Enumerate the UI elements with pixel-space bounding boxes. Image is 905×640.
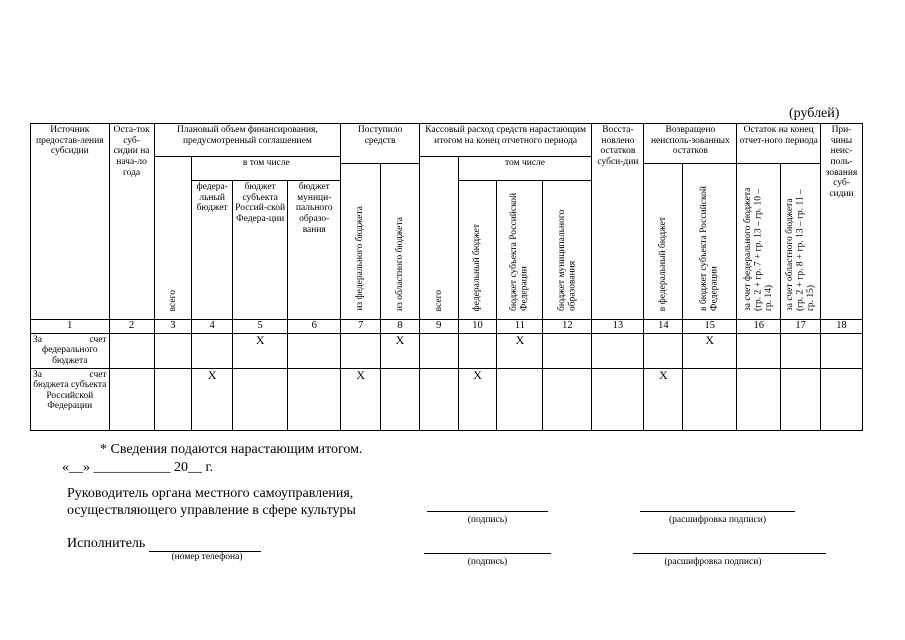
- table-cell: [192, 333, 233, 368]
- head-signature-caption: (подпись): [467, 515, 508, 525]
- table-cell: [543, 368, 592, 430]
- subsidy-report-table: [30, 123, 863, 431]
- header-cash-total: всего: [419, 157, 458, 320]
- header-planned-incl: в том числе: [192, 157, 341, 181]
- header-planned-federal: федера-льный бюджет: [192, 181, 233, 320]
- executor-signature-caption: (подпись): [467, 557, 508, 567]
- column-number: 14: [644, 319, 683, 333]
- table-cell: [781, 333, 821, 368]
- date-day: «__»: [62, 460, 90, 475]
- column-number: 11: [497, 319, 543, 333]
- header-received-regional: из областного бюджета: [381, 164, 420, 320]
- head-title-line2: осуществляющего управление в сфере культуры: [67, 503, 356, 518]
- executor-line: [67, 536, 261, 552]
- head-signature-line: [427, 511, 548, 512]
- header-received-federal: из федерального бюджета: [341, 164, 381, 320]
- phone-caption: (номер телефона): [171, 552, 243, 562]
- column-number: 3: [154, 319, 192, 333]
- table-cell: [821, 368, 863, 430]
- executor-label: Исполнитель: [67, 536, 146, 551]
- table-cell: X: [341, 368, 381, 430]
- table-cell: [781, 368, 821, 430]
- column-number: 17: [781, 319, 821, 333]
- row-source-label: За счет федерального бюджета: [31, 333, 110, 368]
- table-cell: [154, 333, 192, 368]
- column-number: 6: [288, 319, 341, 333]
- table-cell: [154, 368, 192, 430]
- header-cash-incl: том числе: [458, 157, 592, 181]
- date-line: [62, 460, 213, 476]
- executor-decode-line: [633, 553, 826, 554]
- column-number: 5: [233, 319, 288, 333]
- header-cash-subject: бюджет субъекта Российской Федерации: [497, 181, 543, 320]
- table-cell: [592, 368, 644, 430]
- header-received: Поступило средств: [341, 124, 420, 164]
- table-cell: X: [381, 333, 420, 368]
- header-cash-municipal: бюджет муниципального образования: [543, 181, 592, 320]
- table-cell: [821, 333, 863, 368]
- table-cell: [288, 333, 341, 368]
- header-planned: Плановый объем финансирования, предусмотренный соглашением: [154, 124, 341, 157]
- header-cash-federal: федеральный бюджет: [458, 181, 497, 320]
- table-cell: [419, 333, 458, 368]
- header-returned-subject: в бюджет субъекта Российской Федерации: [683, 164, 737, 320]
- column-number: 15: [683, 319, 737, 333]
- table-cell: [233, 368, 288, 430]
- column-number: 2: [109, 319, 154, 333]
- header-planned-total: всего: [154, 157, 192, 320]
- table-cell: [458, 333, 497, 368]
- table-cell: [543, 333, 592, 368]
- table-cell: X: [192, 368, 233, 430]
- table-cell: X: [683, 333, 737, 368]
- table-cell: [109, 368, 154, 430]
- header-balance-end-regional: за счет областного бюджета (гр. 2 + гр. 8 + гр. 13 – гр. 11 – гр. 15): [781, 164, 821, 320]
- date-month-year: ___________ 20__ г.: [93, 460, 214, 475]
- head-decode-caption: (расшифровка подписи): [669, 515, 766, 525]
- table-cell: [644, 333, 683, 368]
- table-cell: [288, 368, 341, 430]
- column-number: 12: [543, 319, 592, 333]
- header-source: Источник предостав-ления субсидии: [31, 124, 110, 320]
- units-label: (рублей): [789, 106, 840, 121]
- column-number: 8: [381, 319, 420, 333]
- column-number: 10: [458, 319, 497, 333]
- head-title-line1: Руководитель органа местного самоуправления,: [67, 486, 354, 501]
- phone-line: [149, 539, 261, 552]
- table-cell: [381, 368, 420, 430]
- column-number: 1: [31, 319, 110, 333]
- header-restored: Восста-новлено остатков субси-дии: [592, 124, 644, 320]
- column-number: 18: [821, 319, 863, 333]
- footnote: * Сведения подаются нарастающим итогом.: [100, 442, 363, 457]
- row-source-label: За счет бюджета субъекта Российской Федерации: [31, 368, 110, 430]
- table-cell: X: [644, 368, 683, 430]
- table-cell: [683, 368, 737, 430]
- header-balance-end: Остаток на конец отчет-ного периода: [737, 124, 821, 164]
- header-balance-end-federal: за счет федерального бюджета (гр. 2 + гр. 7 + гр. 13 – гр. 10 – гр. 14): [737, 164, 781, 320]
- table-cell: X: [458, 368, 497, 430]
- header-planned-municipal: бюджет муници-пального образо-вания: [288, 181, 341, 320]
- table-cell: [341, 333, 381, 368]
- header-returned: Возвращено неисполь-зованных остатков: [644, 124, 737, 164]
- column-number: 7: [341, 319, 381, 333]
- header-returned-federal: в федеральный бюджет: [644, 164, 683, 320]
- column-number: 4: [192, 319, 233, 333]
- header-cash: Кассовый расход средств нарастающим итогом на конец отчетного периода: [419, 124, 592, 157]
- header-balance-start: Оста-ток суб-сидии на нача-ло года: [109, 124, 154, 320]
- table-cell: X: [497, 333, 543, 368]
- column-number: 9: [419, 319, 458, 333]
- table-cell: [737, 333, 781, 368]
- header-reasons: При-чины неис-поль-зования суб-сидии: [821, 124, 863, 320]
- table-cell: [592, 333, 644, 368]
- table-cell: [109, 333, 154, 368]
- table-cell: [419, 368, 458, 430]
- head-decode-line: [640, 511, 795, 512]
- table-row: [31, 368, 863, 430]
- executor-decode-caption: (расшифровка подписи): [664, 557, 762, 567]
- table-cell: [737, 368, 781, 430]
- table-cell: X: [233, 333, 288, 368]
- column-number: 13: [592, 319, 644, 333]
- table-row: [31, 333, 863, 368]
- column-number: 16: [737, 319, 781, 333]
- header-planned-subject: бюджет субъекта Россий-ской Федера-ции: [233, 181, 288, 320]
- executor-signature-line: [424, 553, 551, 554]
- table-cell: [497, 368, 543, 430]
